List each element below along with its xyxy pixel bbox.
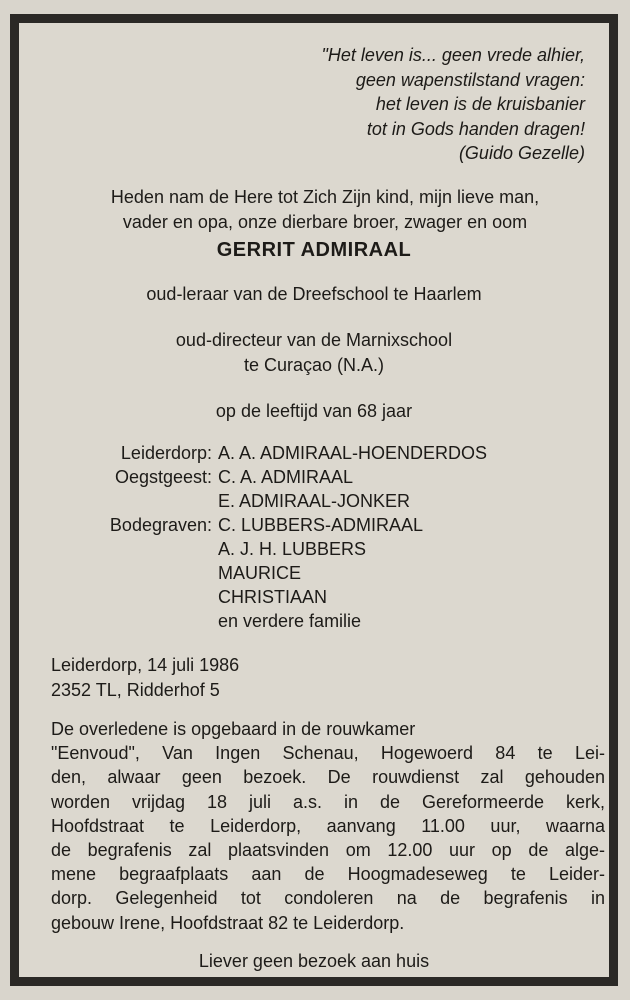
age-statement: op de leeftijd van 68 jaar [215,401,413,421]
place-and-date: Leiderdorp, 14 juli 1986 [51,655,240,675]
family-row [19,609,609,633]
details-line: De overledene is opgebaard in de rouwkamer [51,719,416,739]
poem-quote [321,43,585,166]
family-place [19,489,218,513]
family-place [19,537,218,561]
family-row [19,489,609,513]
family-member: E. ADMIRAAL-JONKER [218,491,411,511]
family-member: A. A. ADMIRAAL-HOENDERDOS [218,443,488,463]
family-member: C. LUBBERS-ADMIRAAL [218,515,424,535]
postal-address: 2352 TL, Ridderhof 5 [51,680,220,700]
intro-line-2: vader en opa, onze dierbare broer, zwager en oom [122,212,528,232]
role-former-teacher: oud-leraar van de Dreefschool te Haarlem [146,284,482,304]
no-visit-note: Liever geen bezoek aan huis [198,951,430,971]
family-place [19,609,218,633]
family-row [19,561,609,585]
details-line: mene begraafplaats aan de Hoogmadeseweg te Leider- [51,864,605,885]
deceased-name: GERRIT ADMIRAAL [216,239,412,261]
details-line: gebouw Irene, Hoofdstraat 82 te Leiderdorp. [51,912,405,933]
details-line: den, alwaar geen bezoek. De rouwdienst zal gehouden [51,767,605,788]
details-line: Hoofdstraat te Leiderdorp, aanvang 11.00 uur, waarna [51,815,605,836]
obituary-card [10,14,618,986]
poem-line: "Het leven is... geen vrede alhier, [321,45,585,65]
poem-line: het leven is de kruisbanier [375,94,585,114]
family-row [19,513,609,537]
family-row [19,585,609,609]
family-member: MAURICE [218,563,302,583]
family-member: en verdere familie [218,611,362,631]
family-place: Leiderdorp: [120,443,212,463]
poem-line: tot in Gods handen dragen! [366,118,585,139]
family-member: C. A. ADMIRAAL [218,467,354,487]
intro-line-1: Heden nam de Here tot Zich Zijn kind, mijn lieve man, [110,187,540,207]
home-address [51,653,239,703]
poem-line: geen wapenstilstand vragen: [355,69,585,90]
family-member: A. J. H. LUBBERS [218,539,367,559]
family-place [19,561,218,585]
announcement-intro [50,185,600,235]
family-list [19,441,609,633]
family-place: Oegstgeest: [114,467,212,487]
family-place [19,585,218,609]
details-line: worden vrijdag 18 juli a.s. in de Gereformeerde kerk, [51,791,605,812]
family-row [19,465,609,489]
details-line: de begrafenis zal plaatsvinden om 12.00 uur op de alge- [51,840,605,861]
funeral-details [51,717,605,935]
family-row [19,537,609,561]
poem-attribution: (Guido Gezelle) [458,143,585,163]
details-line: dorp. Gelegenheid tot condoleren na de begrafenis in [51,888,605,909]
role-former-director: oud-directeur van de Marnixschool [175,330,453,350]
details-line: "Eenvoud", Van Ingen Schenau, Hogewoerd 84 te Lei- [51,743,605,764]
family-place: Bodegraven: [109,515,212,535]
family-member: CHRISTIAAN [218,587,328,607]
role-former-director-location: te Curaçao (N.A.) [243,355,385,375]
family-row [19,441,609,465]
